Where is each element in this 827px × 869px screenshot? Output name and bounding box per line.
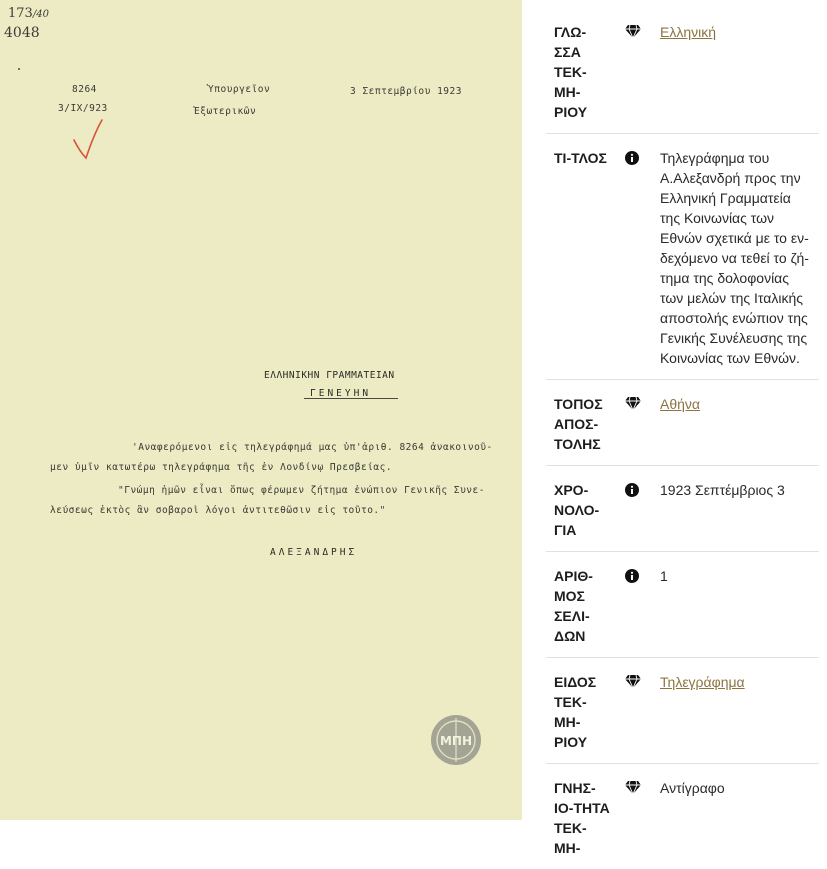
archive-number: 4048 (4, 25, 40, 41)
body-line-3: "Γνώμη ἡμῶν εἶναι ὅπως φέρωμεν ζήτημα ἐνώπιον Γενικῆς Συνε- (118, 485, 485, 496)
svg-text:ΜΠΗ: ΜΠΗ (439, 734, 473, 748)
ink-dot (18, 68, 20, 70)
body-line-4: λεύσεως ἐκτὸς ἂν σοβαροὶ λόγοι ἀντιτεθῶσιν εἰς τοῦτο." (50, 505, 386, 516)
row-label: ΧΡΟ-ΝΟΛΟ-ΓΙΑ (554, 482, 600, 538)
metadata-row-page-count (546, 552, 819, 658)
metadata-row-document-type (546, 658, 819, 764)
row-label: ΓΝΗΣ-ΙΟ-ΤΗΤΑ ΤΕΚ-ΜΗ- (554, 780, 610, 856)
place-link[interactable]: Αθήνα (660, 396, 701, 412)
chronology-value: 1923 Σεπτέμβριος 3 (660, 482, 785, 498)
row-label: ΤΙ-ΤΛΟΣ (554, 150, 607, 166)
row-label: ΤΟΠΟΣ ΑΠΟΣ-ΤΟΛΗΣ (554, 396, 603, 452)
signature: ΑΛΕΞΑΝΔΡΗΣ (270, 547, 358, 558)
authenticity-value: Αντίγραφο (660, 780, 725, 796)
metadata-row-chronology (546, 466, 819, 552)
recipient-underline (304, 398, 398, 399)
ministry-line-1: Ὑπουργεῖον (208, 84, 271, 95)
diamond-icon (625, 22, 641, 122)
info-icon (625, 566, 641, 646)
metadata-table (546, 8, 819, 869)
metadata-row-authenticity (546, 764, 819, 869)
language-link[interactable]: Ελληνική (660, 24, 717, 40)
metadata-row-place (546, 380, 819, 466)
row-label: ΓΛΩ-ΣΣΑ ΤΕΚ-ΜΗ-ΡΙΟΥ (554, 24, 588, 120)
diamond-icon (625, 672, 641, 752)
ministry-line-2: Ἐξωτερικῶν (194, 106, 257, 117)
diamond-icon (625, 778, 641, 858)
body-line-1: 'Αναφερόμενοι εἰς τηλεγράφημά μας ὑπ'ἀριθ. 8264 ἀνακοινοῦ- (132, 442, 493, 453)
recipient-line-1: ΕΛΛΗΝΙΚΗΝ ΓΡΑΜΜΑΤΕΙΑΝ (264, 370, 395, 381)
info-icon (625, 480, 641, 540)
body-line-2: μεν ὑμῖν κατωτέρω τηλεγράφημα τῆς ἐν Λονδίνῳ Πρεσβείας. (50, 462, 393, 473)
date-line: 3 Σεπτεμβρίου 1923 (350, 86, 462, 97)
protocol-number: 8264 (72, 84, 97, 95)
document-type-link[interactable]: Τηλεγράφημα (660, 674, 745, 690)
page-count-value: 1 (660, 568, 668, 584)
title-value: Τηλεγράφημα του Α.Αλεξανδρή προς την Ελληνική Γραμματεία της Κοινωνίας των Εθνών σχετικά με το εν-δεχόμενο να τεθεί το ζή-τημα της δολοφονίας των μελών της Ιταλικής αποστολής ενώπιον της Γενικής Συνέλευσης της Κοινωνίας των Εθνών. (660, 150, 809, 366)
metadata-row-title (546, 134, 819, 380)
info-icon (625, 148, 641, 368)
diamond-icon (625, 394, 641, 454)
row-label: ΑΡΙΘ-ΜΟΣ ΣΕΛΙ-ΔΩΝ (554, 568, 593, 644)
handwritten-number: 173/40 (8, 6, 49, 21)
red-check-mark (70, 118, 106, 162)
metadata-row-language (546, 8, 819, 134)
protocol-date: 3/IX/923 (58, 103, 108, 114)
recipient-line-2: ΓΕΝΕΥΗΝ (310, 388, 372, 399)
archive-seal-logo (430, 714, 482, 766)
row-label: ΕΙΔΟΣ ΤΕΚ-ΜΗ-ΡΙΟΥ (554, 674, 597, 750)
